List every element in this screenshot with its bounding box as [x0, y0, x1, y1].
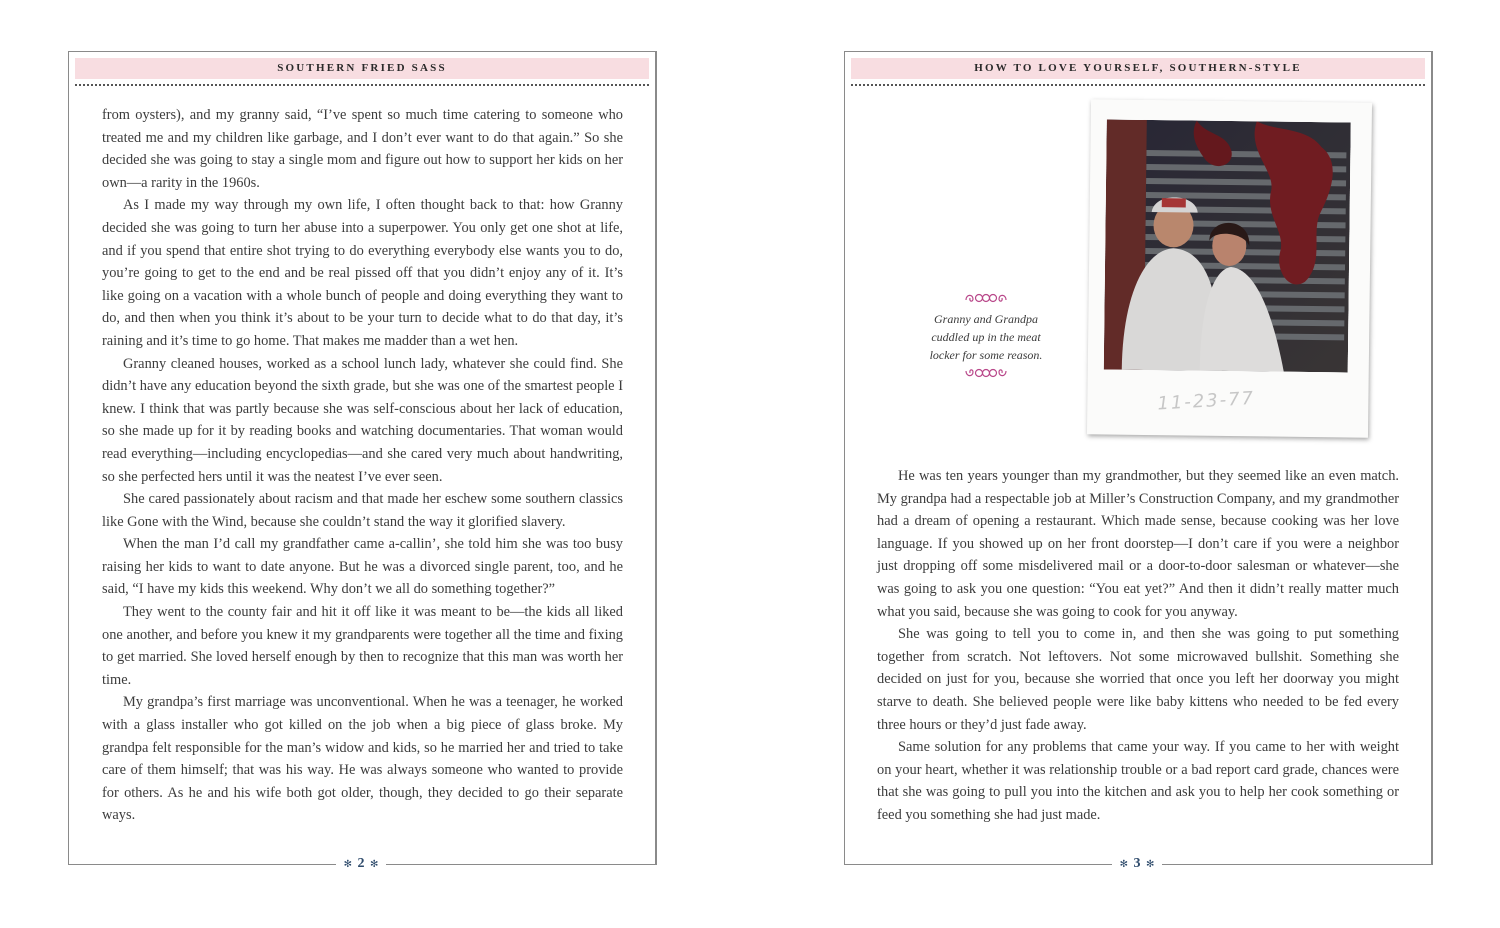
paragraph: When the man I’d call my grandfather came a-callin’, she told him she was too busy raising her kids to want to date anyone. But he was a divorced single parent, too, and he said, “I have my kids this weekend. Why don’t we all do something together?” [102, 536, 623, 598]
left-body-text [102, 104, 623, 827]
swirl-ornament-icon [921, 367, 1051, 382]
paragraph: They went to the county fair and hit it off like it was meant to be—the kids all liked one another, and before you knew it my grandparents were together all the time and fixing to get married. She loved herself enough by then to recognize that this man was worth her time. [102, 604, 623, 688]
dotted-rule-left [75, 84, 649, 86]
paragraph: He was ten years younger than my grandmother, but they seemed like an even match. My grandpa had a respectable job at Miller’s Construction Company, and my grandmother had a dream of opening a restaurant. Which made sense, because cooking was her love language. If you showed up on her front doorstep—I don’t care if you were a neighbor just dropping off some misdelivered mail or a door-to-door salesman or whatever—she was going to ask you one question: “You eat yet?” And then it didn’t really matter much what you said, because she was going to cook for you anyway. [877, 468, 1399, 620]
paragraph: She was going to tell you to come in, and then she was going to put something together from scratch. Not leftovers. Not some microwaved bullshit. Something she decided on just for you, because she worried that once you left her doorway you might starve to death. She believed people were like baby kittens who needed to be fed every three hours or they’d just fade away. [877, 626, 1399, 733]
bottom-rule-left-a [68, 864, 336, 865]
photo-illustration [1104, 119, 1351, 372]
right-page-right-edge [1432, 51, 1433, 865]
folio-right [1112, 856, 1162, 873]
paragraph: As I made my way through my own life, I often thought back to that: how Granny decided she was going to turn her abuse into a superpower. You only get one shot at life, and if you spend that entire shot trying to do everything everybody else wants you to do, you’re going to get to the end and be real pissed off that you didn’t enjoy any of it. It’s like going on a vacation with a whole bunch of people and doing everything they want to do, and then when you think it’s about to be your turn to decide what to do that day, it’s raining and it’s time to go home. That makes me madder than a wet hen. [102, 197, 623, 349]
swirl-bottom-svg [964, 367, 1008, 379]
photo-image [1104, 119, 1351, 372]
running-head-left: SOUTHERN FRIED SASS [75, 58, 649, 79]
paragraph: My grandpa’s first marriage was unconventional. When he was a teenager, he worked with a glass installer who got killed on the job when a big piece of glass broke. My grandpa felt responsible for the man’s widow and kids, so he married her and tried to take care of them himself; that was his way. He was always someone who wanted to provide for others. As he and his wife both got older, though, they decided to go their separate ways. [102, 694, 623, 824]
bottom-rule-right-a [844, 864, 1112, 865]
page-number-left: 2 [357, 856, 365, 871]
paragraph: from oysters), and my granny said, “I’ve spent so much time catering to someone who treated me and my children like garbage, and I don’t ever want to do that again.” So she decided she was going to stay a single mom and figure out how to support her kids on her own—a rarity in the 1960s. [102, 107, 623, 191]
bottom-rule-right-b [1162, 864, 1432, 865]
running-head-right: HOW TO LOVE YOURSELF, SOUTHERN-STYLE [851, 58, 1425, 79]
handwritten-date: 11-23-77 [1156, 387, 1256, 415]
paragraph: Same solution for any problems that came your way. If you came to her with weight on your heart, whether it was relationship trouble or a bad report card grade, chances were that she was going to pull you into the kitchen and ask you to help her cook something or feed you something she had just made. [877, 739, 1399, 823]
folio-star-icon: ✻ [1146, 859, 1155, 870]
folio-star-icon: ✻ [370, 859, 379, 870]
dotted-rule-right [851, 84, 1425, 86]
photo-caption: Granny and Grandpa cuddled up in the meat locker for some reason. [929, 312, 1043, 362]
page-number-right: 3 [1133, 856, 1141, 871]
paragraph: She cared passionately about racism and that made her eschew some southern classics like Gone with the Wind, because she couldn’t stand the way it glorified slavery. [102, 491, 623, 530]
polaroid-photo [1087, 99, 1372, 437]
bottom-rule-left-b [386, 864, 656, 865]
folio-star-icon: ✻ [343, 859, 352, 870]
folio-left [336, 856, 386, 873]
left-page-right-edge [656, 51, 657, 865]
right-body-text [877, 465, 1399, 827]
folio-star-icon: ✻ [1119, 859, 1128, 870]
photo-caption-block [921, 292, 1051, 382]
paragraph: Granny cleaned houses, worked as a school lunch lady, whatever she could find. She didn’t have any education beyond the sixth grade, but she was one of the smartest people I knew. I think that was partly because she was self-conscious about her lack of education, so she made up for it by reading books and watching documentaries. That woman would read everything—including encyclopedias—and she cared very much about handwriting, so she perfected hers until it was the neatest I’ve ever seen. [102, 355, 623, 485]
swirl-top-svg [964, 292, 1008, 304]
swirl-ornament-icon [921, 292, 1051, 307]
